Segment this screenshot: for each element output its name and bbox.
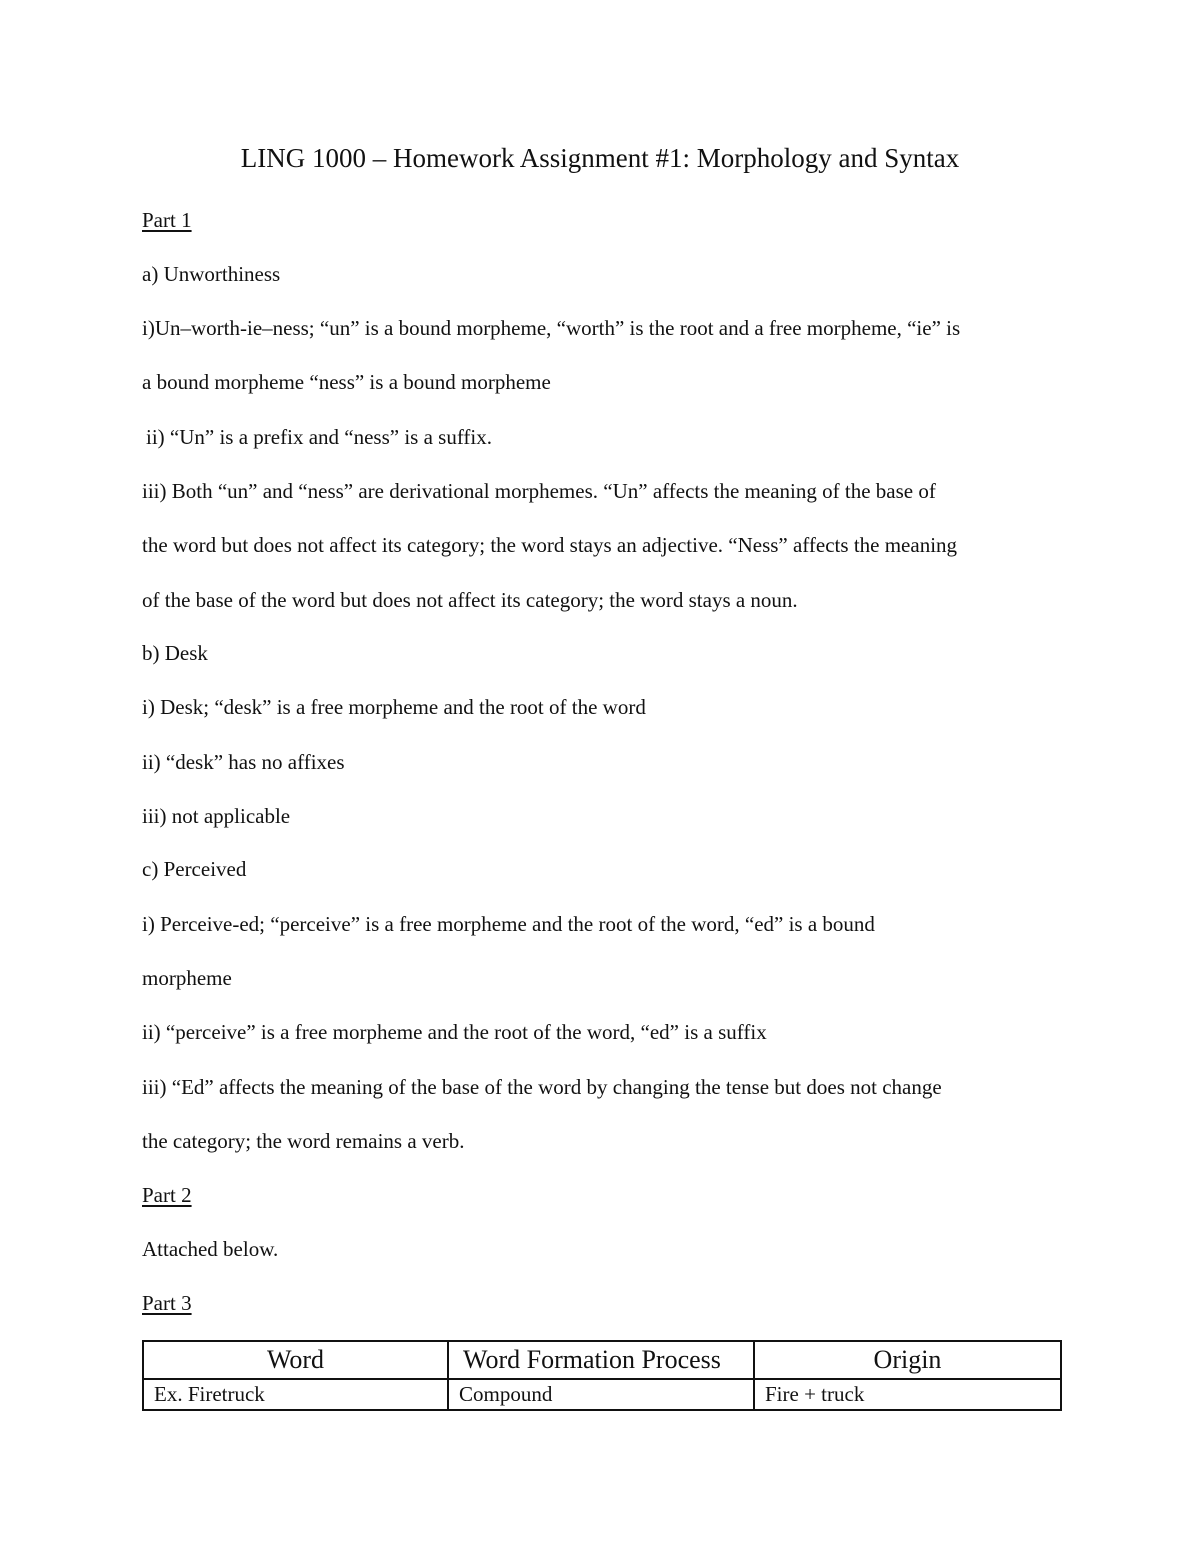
item-c-iii-line1: iii) “Ed” affects the meaning of the base of the word by changing the tense but does not change: [142, 1075, 942, 1099]
item-a-iii-line3: of the base of the word but does not affect its category; the word stays a noun.: [142, 588, 798, 612]
header-word-formation-process: Word Formation Process: [448, 1341, 754, 1379]
table-row: [143, 1379, 1061, 1410]
header-word: Word: [143, 1341, 448, 1379]
item-b-i: i) Desk; “desk” is a free morpheme and the root of the word: [142, 695, 646, 719]
header-origin: Origin: [754, 1341, 1061, 1379]
item-b-ii: ii) “desk” has no affixes: [142, 750, 345, 774]
item-c-i-line1: i) Perceive-ed; “perceive” is a free morpheme and the root of the word, “ed” is a bound: [142, 912, 875, 936]
item-c-iii-line2: the category; the word remains a verb.: [142, 1129, 465, 1153]
cell-word: Ex. Firetruck: [143, 1379, 448, 1410]
item-a-i-line1: i)Un–worth-ie–ness; “un” is a bound morpheme, “worth” is the root and a free morpheme, “ie” is: [142, 316, 961, 340]
item-c-label: c) Perceived: [142, 857, 247, 881]
cell-process: Compound: [448, 1379, 754, 1410]
item-a-iii-line2: the word but does not affect its category; the word stays an adjective. “Ness” affects the meaning: [142, 533, 958, 557]
item-b-iii: iii) not applicable: [142, 804, 291, 828]
table-header-row: [143, 1341, 1061, 1379]
item-a-i-line2: a bound morpheme “ness” is a bound morpheme: [142, 370, 551, 394]
item-c-ii: ii) “perceive” is a free morpheme and the root of the word, “ed” is a suffix: [142, 1020, 767, 1044]
item-a-ii: ii) “Un” is a prefix and “ness” is a suffix.: [146, 425, 493, 449]
item-a-label: a) Unworthiness: [142, 262, 281, 286]
part2-text: Attached below.: [142, 1237, 279, 1261]
item-a-iii-line1: iii) Both “un” and “ness” are derivational morphemes. “Un” affects the meaning of the base of: [142, 479, 936, 503]
part2-heading: Part 2: [142, 1183, 192, 1207]
part1-heading: Part 1: [142, 208, 192, 232]
cell-origin: Fire + truck: [754, 1379, 1061, 1410]
item-b-label: b) Desk: [142, 641, 208, 665]
item-c-i-line2: morpheme: [142, 966, 232, 990]
part3-heading: Part 3: [142, 1291, 192, 1315]
document-title: LING 1000 – Homework Assignment #1: Morphology and Syntax: [240, 143, 960, 173]
word-formation-table: [142, 1340, 1062, 1411]
